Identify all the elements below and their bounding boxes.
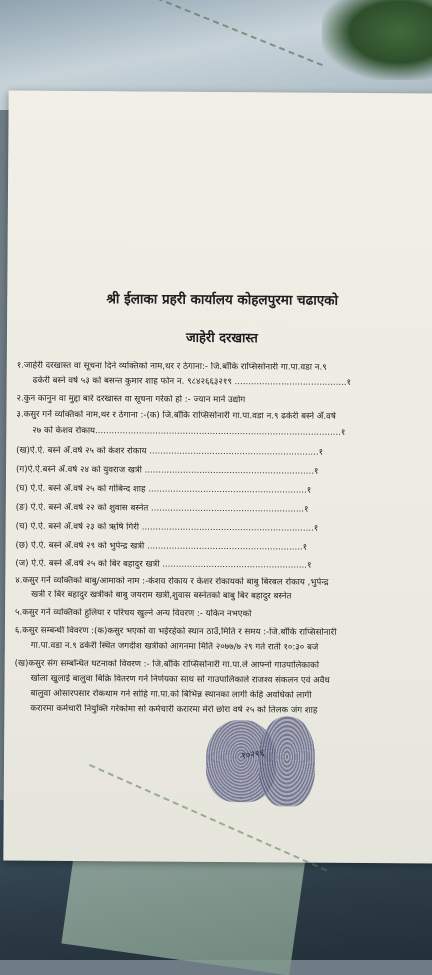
text-line-9: (ङ) ऐ.ऐ. बस्ने अँ.वर्ष २२ को शुवास बस्नेत ........................................................१ [15, 502, 309, 515]
text-line-6: (ख)ऐ.ऐ. बस्ने अँ.वर्ष २५ को केशर रोकाय ..............................................................१ [16, 445, 324, 458]
text-line-13: ४.कसुर गर्ने व्यक्तिको बाबु/आमाको नाम :-केशव रोकाय र केशर रोकायको बाबु बिरबल रोकाय ,भुपेन्द्र [15, 575, 329, 588]
text-line-5: २७ को केशव रोकाय..........................................................................................१ [32, 425, 346, 438]
text-line-8: (घ) ऐ.ऐ. बस्ने अँ.वर्ष २५ को गोबिन्द शाह ..........................................................१ [15, 483, 312, 496]
text-line-4: ३.कसुर गर्ने व्यक्तिको नाम,थर र ठेगाना :-(क) जि.बाँकि राप्सिसोनारी गा.पा.वडा न.९ ढकेरी बस्ने अँ.वर्ष [16, 409, 336, 422]
text-line-1: १.जाहेरी दरखास्त वा सूचना दिने व्यक्तिको नाम,थर र ठेगाना:- जि.बाँकि राप्सिसोनारी गा.पा.वडा न.९ [16, 360, 327, 373]
background-plant [322, 0, 432, 80]
text-line-18: (ख)कसुर संग सम्बन्धित घटनाको विवरण :- जि.बाँकि राप्सिसोनारी गा.पा.ले आफ्नो गाउपालिकाको [14, 658, 320, 671]
text-line-15: ५.कसुर गर्ने व्यक्तिको हुलिया र परिचय खुल्ने अन्य विवरण :- यकिन नभएको [15, 607, 252, 620]
text-line-2: ढकेरी बस्ने वर्ष ५३ को बसन्त कुमार शाह फोन न. ९८४२६६३२१९ .........................................१ [32, 375, 352, 388]
document-subtitle: जाहेरी दरखास्त [185, 330, 258, 347]
document-body [3, 91, 432, 864]
text-line-14: खत्री र बिर बहादुर खत्रीको बाबु जयराम खत्री,शुवास बस्नेतको बाबु बिर बहादुर बस्नेत [31, 589, 292, 602]
text-line-3: २.कुन कानुन वा मुद्दा बारे दरखास्त वा सूचना गरेको हो :- ज्यान मार्ने उद्योग [16, 393, 246, 406]
text-line-19: खोला खुलाई बालुवा बिक्रि वितरण गर्ने निर्णयका साथ सो गाउपालिकाले राजश्व संकलन एवं अवैध [30, 673, 330, 686]
text-line-7: (ग)ऐ.ऐ.बस्ने अँ.वर्ष २४ को युवराज खत्री ..............................................................१ [16, 464, 319, 477]
document-title: श्री ईलाका प्रहरी कार्यालय कोहलपुरमा चढाएको [106, 291, 339, 309]
text-line-12: (ज) ऐ.ऐ. बस्ने अँ.वर्ष २५ को बिर बहादुर खत्री .....................................................१ [15, 558, 312, 571]
document-paper [3, 91, 432, 864]
text-line-21: करारमा कर्मचारी नियुक्ति गरेकोमा सो कर्मचारी करारमा मेरो छोरा वर्ष २५ को तिलक जंग शाह [30, 703, 318, 716]
right-thumbprint [259, 716, 316, 806]
text-line-11: (छ) ऐ.ऐ. बस्ने अँ.वर्ष २९ को भुपेन्द्र खत्री .........................................................१ [15, 540, 308, 553]
thumbprint-mark: १०२१६ [240, 748, 266, 762]
text-line-20: बालुवा ओसारपसार रोकथाम गर्न सोहि गा.पा.को बिभिन्न स्थानका लागी केहि अवधिको लागी [30, 688, 312, 701]
text-line-16: ६.कसुर सम्बन्धी विवरण :(क)कसुर भएको वा भईरहेको स्थान ठाउँ,मिति र समय :-जि.बाँकि राप्सिसोनारी [14, 625, 337, 638]
text-line-10: (च) ऐ.ऐ. बस्ने अँ.वर्ष २३ को ऋषि गिरी ...............................................................१ [15, 521, 319, 534]
text-line-17: गा.पा.वडा न.९ ढकेरी स्थित जगदीश खत्रीको आगनमा मिति २०७७/७ २९ गते राती १०:३० बजे [30, 640, 319, 653]
